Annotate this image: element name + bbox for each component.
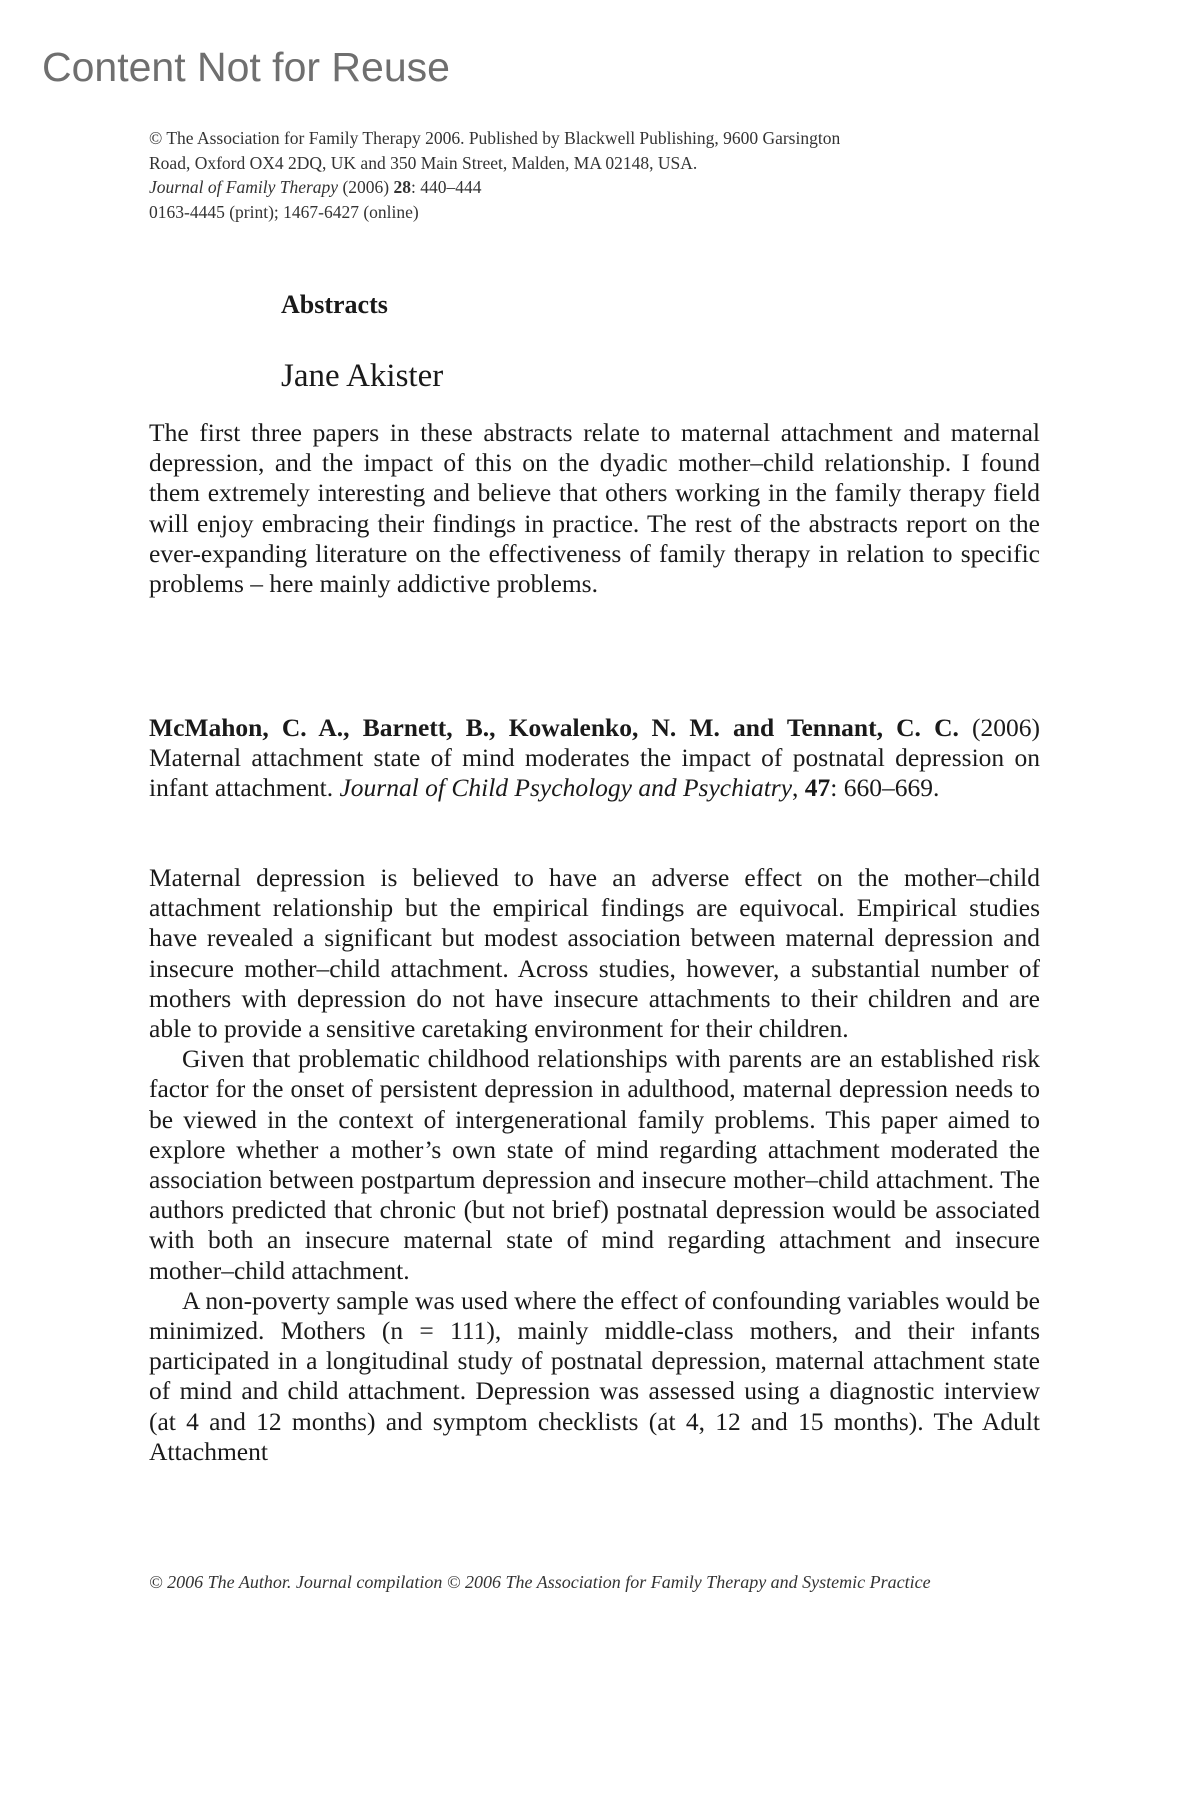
- journal-volume: 28: [393, 177, 411, 197]
- journal-name: Journal of Family Therapy: [149, 177, 339, 197]
- intro-paragraph: The first three papers in these abstracts relate to maternal attachment and maternal depression, and the impact of this on the dyadic mother–child relationship. I found them extremely interesting and believe that others working in the family therapy field will enjoy embracing their findings in practice. The rest of the abstracts report on the ever-expanding literature on the effectiveness of family therapy in relation to specific problems – here mainly addictive problems.: [149, 418, 1040, 599]
- journal-year: (2006): [342, 177, 390, 197]
- copyright-line: © The Association for Family Therapy 2006. Published by Blackwell Publishing, 9600 Garsington: [149, 128, 841, 148]
- author-name: Jane Akister: [281, 358, 444, 394]
- citation-volume: 47: [804, 773, 831, 803]
- body-paragraph: Given that problematic childhood relationships with parents are an established risk factor for the onset of persistent depression in adulthood, maternal depression needs to be viewed in the context of intergenerational family problems. This paper aimed to explore whether a mother’s own state of mind regarding attachment moderated the association between postpartum depression and insecure mother–child attachment. The authors predicted that chronic (but not brief) postnatal depression would be associated with both an insecure maternal state of mind regarding attachment and insecure mother–child attachment.: [149, 1044, 1040, 1285]
- citation-comma: ,: [792, 773, 799, 803]
- citation-pages: : 660–669.: [830, 773, 940, 803]
- citation-authors: McMahon, C. A., Barnett, B., Kowalenko, N. M. and Tennant, C. C.: [149, 713, 959, 742]
- issn-line: 0163-4445 (print); 1467-6427 (online): [149, 201, 419, 222]
- journal-pages: : 440–444: [410, 177, 482, 197]
- citation-title: Maternal attachment state of mind moderates the impact of postnatal depression on infant attachment.: [149, 743, 1040, 803]
- section-title: Abstracts: [281, 290, 388, 319]
- page-footer: © 2006 The Author. Journal compilation © 2006 The Association for Family Therapy and Systemic Practice: [149, 1572, 931, 1592]
- address-line: Road, Oxford OX4 2DQ, UK and 350 Main Street, Malden, MA 02148, USA.: [149, 152, 698, 173]
- citation-year: (2006): [958, 713, 1040, 742]
- abstract-body: [149, 863, 1040, 1467]
- journal-reference: [149, 175, 1049, 200]
- watermark: Content Not for Reuse: [42, 44, 450, 90]
- publication-header: [149, 126, 1049, 224]
- citation: [149, 713, 1040, 804]
- body-paragraph: Maternal depression is believed to have an adverse effect on the mother–child attachment relationship but the empirical findings are equivocal. Empirical studies have revealed a significant but modest association between maternal depression and insecure mother–child attachment. Across studies, however, a substantial number of mothers with depression do not have insecure attachments to their children and are able to provide a sensitive caretaking environment for their children.: [149, 863, 1040, 1044]
- citation-journal: Journal of Child Psychology and Psychiatry: [339, 773, 793, 803]
- body-paragraph: A non-poverty sample was used where the effect of confounding variables would be minimized. Mothers (n = 111), mainly middle-class mothers, and their infants participated in a longitudinal study of postnatal depression, maternal attachment state of mind and child attachment. Depression was assessed using a diagnostic interview (at 4 and 12 months) and symptom checklists (at 4, 12 and 15 months). The Adult Attachment: [149, 1285, 1040, 1466]
